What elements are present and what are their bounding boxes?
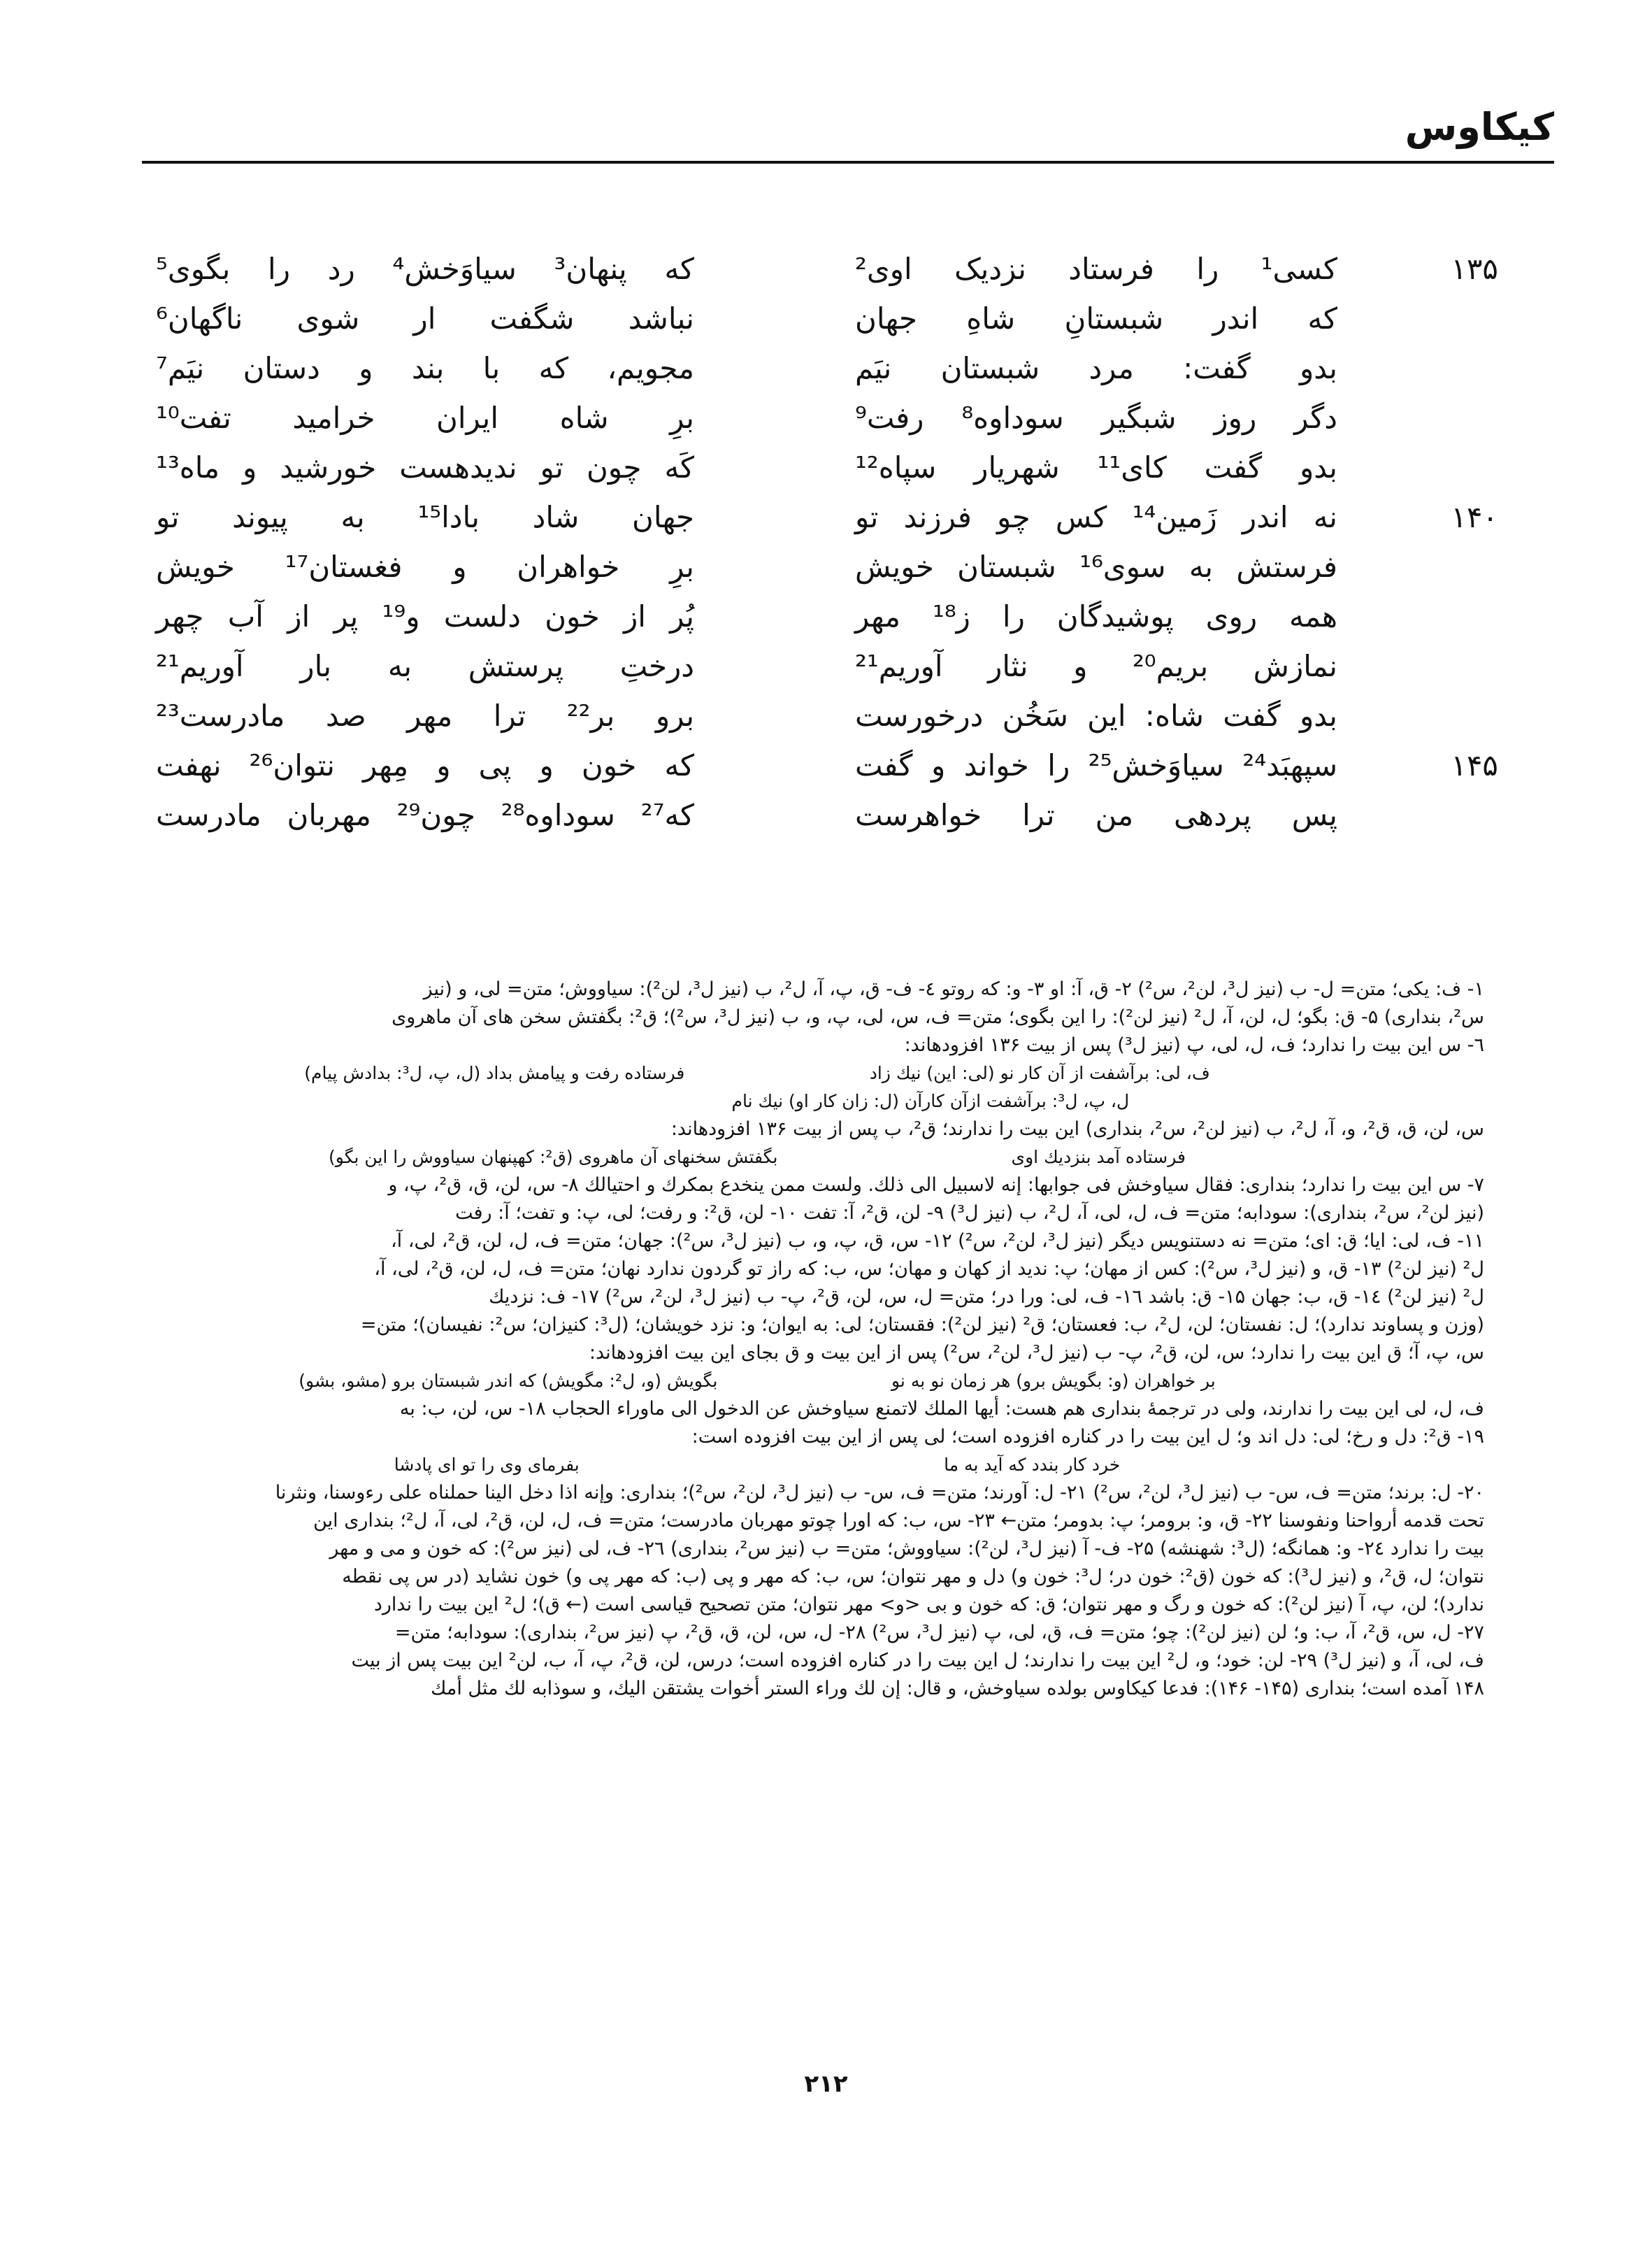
variant-hemistich-right: بر خواهران (و: بگویش برو) هر زمان نو به نو: [891, 1371, 1216, 1391]
variant-verse: [170, 1367, 1484, 1395]
footnote-line: تحت قدمه أرواحنا ونفوسنا ۲۲- ق، و: برومر؛ پ: بدومر؛ متن← ۲۳- س، ب: که اورا چوتو مهربان مادرست؛ متن= ف، ل، لن، ق²، لی، آ، ل²؛ بنداری این: [313, 1510, 1484, 1531]
first-hemistich: که اندر شبستانِ شاهِ جهان: [855, 301, 1337, 336]
verse-number: ۱۴۵: [1451, 748, 1498, 783]
footnote-line: ۱۱- ف، لی: ایا؛ ق: ای؛ متن= نه دستنویس دیگر (نیز ل³، لن²، س²) ۱۲- س، ق، پ، و، ب (نیز ل³، س²): جهان؛ متن= ف، ل، لن، ق²، لی، آ،: [390, 1230, 1484, 1252]
first-hemistich: فرستش به سوی¹⁶ شبستان خویش: [855, 550, 1337, 584]
variant-verse: [170, 1451, 1484, 1479]
first-hemistich: سپهبَد²⁴ سیاوَخش²⁵ را خواند و گفت: [855, 748, 1338, 783]
variant-hemistich-right: فرستاده آمد بنزدیك اوی: [1011, 1147, 1186, 1167]
footnote-line: ندارد)؛ لن، پ، آ (نیز لن²): که خون و رگ و مهر نتوان؛ ق: که خون و بی <و> مهر نتوان؛ متن تصحیح قیاسی است (← ق)؛ ل² این بیت را ندارد: [373, 1594, 1484, 1615]
couplet: [156, 699, 1498, 748]
footnote-line: س، پ، آ؛ ق این بیت را ندارد؛ س، لن، ق²، پ- ب (نیز ل³، لن²، س²) پس از این بیت و ق بجای این بیت افزودهاند:: [589, 1342, 1484, 1364]
footnote-line: ف، لی، آ، و (نیز ل³) ۲۹- لن: خود؛ و، ل² این بیت را ندارند؛ ل این بیت را در کناره افزوده است؛ درس، لن، ق²، پ، آ، ب، لن² این بیت پس از بیت: [351, 1650, 1484, 1671]
critical-apparatus: [170, 976, 1484, 1703]
footnote-line: (وزن و پساوند ندارد)؛ ل: نفستان؛ لن، ل²، ب: فعستان؛ ق² (نیز لن²): فقستان؛ لی: به ایوان؛ و: نزد خویشان؛ (ل³: کنیزان؛ س²: نفیسان)؛ متن=: [360, 1314, 1484, 1336]
footnote-line: ف، ل، لی این بیت را ندارند، ولی در ترجمهٔ بنداری هم هست: أیها الملك لاتمنع سیاوخش عن الدخول الی ماوراء الحجاب ۱۸- س، لن، ب: به: [399, 1398, 1484, 1420]
variant-hemistich-left: فرستاده رفت و پیامش بداد (ل، پ، ل³: بدادش پیام): [304, 1063, 685, 1083]
verse-number: ۱۳۵: [1451, 252, 1498, 286]
page-number: ۲۱۲: [804, 2070, 848, 2098]
second-hemistich: که²⁷ سوداوه²⁸ چون²⁹ مهربان مادرست: [156, 798, 694, 832]
second-hemistich: که خون و پی و مِهر نتوان²⁶ نهفت: [156, 748, 695, 783]
first-hemistich: دگر روز شبگیر سوداوه⁸ رفت⁹: [855, 401, 1337, 435]
variant-verse: [170, 1087, 1484, 1115]
couplet: [156, 301, 1498, 351]
footnote-line: ۱- ف: یکی؛ متن= ل- ب (نیز ل³، لن²، س²) ۲- ق، آ: او ۳- و: که روتو ٤- ف- ق، پ، آ، ل²، ب (نیز ل³، لن²): سیاووش؛ متن= لی، و (نیز: [423, 978, 1484, 1000]
second-hemistich: که پنهان³ سیاوَخش⁴ رد را بگوی⁵: [156, 252, 694, 286]
couplet: [156, 550, 1498, 599]
second-hemistich: برِ شاه ایران خرامید تفت¹⁰: [156, 401, 694, 435]
first-hemistich: بدو گفت شاه: این سَخُن درخورست: [855, 699, 1337, 733]
verse-number: ۱۴۰: [1451, 500, 1498, 534]
footnote-line: بیت را ندارد ۲٤- و: همانگه؛ (ل³: شهنشه) ۲۵- ف- آ (نیز ل³، لن²): سیاووش؛ متن= ب (نیز س²، بنداری) ۲٦- ف، لی (نیز س²): که خون و می و مهر: [329, 1538, 1484, 1559]
couplet: [156, 599, 1498, 649]
second-hemistich: جهان شاد بادا¹⁵ به پیوند تو: [156, 500, 694, 534]
second-hemistich: برو بر²² ترا مهر صد مادرست²³: [156, 699, 695, 733]
couplet: [156, 649, 1498, 699]
footnote-line: س²، بنداری) ۵- ق: بگو؛ ل، لن، آ، ل² (نیز لن²): را این بگوی؛ متن= ف، س، لی، پ، و، ب (نیز ل³، س²)؛ ق²: بگفتش سخن های آن ماهروی: [392, 1006, 1484, 1028]
second-hemistich: پُر از خون دلست و¹⁹ پر از آب چهر: [156, 599, 695, 634]
footnote-line: ٦- س این بیت را ندارد؛ ف، ل، لی، پ (نیز ل³) پس از بیت ۱۳۶ افزودهاند:: [904, 1034, 1484, 1056]
variant-hemistich-right: ل، پ، ل³: برآشفت ازآن کارآن (ل: زان کار او) نیك نام: [731, 1091, 1130, 1111]
variant-hemistich-left: بفرمای وی را تو ای پادشا: [394, 1455, 580, 1475]
first-hemistich: بدو گفت کای¹¹ شهریار سپاه¹²: [855, 450, 1337, 485]
variant-hemistich-right: خرد کار بندد که آید به ما: [944, 1455, 1121, 1475]
second-hemistich: کَه چون تو ندیدهست خورشید و ماه¹³: [156, 450, 694, 485]
variant-verse: [170, 1143, 1484, 1171]
footnote-line: ل² (نیز لن²) ۱۳- ق، و (نیز ل³، س²): کس از مهان؛ پ: ندید از کهان و مهان؛ س، ب: که راز تو گردون ندارد نهان؛ متن= ف، ل، لن، ق²، لی، آ،: [374, 1258, 1484, 1280]
couplet: [156, 252, 1498, 301]
first-hemistich: بدو گفت: مرد شبستان نیَم: [855, 351, 1337, 385]
verse-block: [156, 252, 1498, 848]
footnote-line: نتوان؛ ل، ق²، و (نیز ل³): که خون (ق²: خون در؛ ل³: خون و) دل و مهر نتوان؛ س، ب: که مهر و پی (ب: که مهر پی و) خون نشاید (در س پی نقطه: [342, 1566, 1484, 1587]
footnote-line: س، لن، ق، ق²، و، آ، ل²، ب (نیز لن²، س²، بنداری) این بیت را ندارند؛ ق²، ب پس از بیت ۱۳۶ افزودهاند:: [670, 1118, 1484, 1140]
first-hemistich: پس پردهی من ترا خواهرست: [855, 798, 1337, 832]
couplet: [156, 500, 1498, 550]
second-hemistich: برِ خواهران و فغستان¹⁷ خویش: [156, 550, 694, 584]
footnote-line: ۲۰- ل: برند؛ متن= ف، س- ب (نیز ل³، لن²، س²) ۲۱- ل: آورند؛ متن= ف، س- ب (نیز ل³، لن²، س²)؛ بنداری: وإنه اذا دخل الینا حملناه علی رءوسنا، ونثرنا: [275, 1482, 1484, 1504]
chapter-title: کیکاوس: [1405, 105, 1554, 149]
footnote-line: (نیز لن²، س²، بنداری): سودابه؛ متن= ف، ل، لی، آ، ل²، ب (نیز ل³) ۹- لن، ق²، آ: تفت ۱۰- لن، ق²: و رفت؛ لی، پ: و تفت؛ آ: رفت: [455, 1202, 1484, 1224]
variant-hemistich-left: بگفتش سخنهای آن ماهروی (ق²: کهپنهان سیاووش را این بگو): [329, 1147, 778, 1167]
first-hemistich: نمازش بریم²⁰ و نثار آوریم²¹: [855, 649, 1337, 683]
couplet: [156, 401, 1498, 450]
second-hemistich: نباشد شگفت ار شوی ناگهان⁶: [156, 301, 694, 336]
variant-hemistich-right: ف، لی: برآشفت از آن کار نو (لی: این) نیك زاد: [869, 1063, 1210, 1083]
footnote-line: ل² (نیز لن²) ١٤- ق، ب: جهان ١۵- ق: باشد ١٦- ف، لی: ورا در؛ متن= ل، س، لن، ق²، پ- ب (نیز ل³، لن²، س²) ۱۷- ف: نزدیك: [489, 1286, 1484, 1308]
footnote-line: ۲۷- ل، س، ق²، آ، ب: و؛ لن (نیز لن²): چو؛ متن= ف، ق، لی، پ (نیز ل³، س²) ۲۸- ل، س، لن، ق، ق²، پ (نیز س²، بنداری): سودابه؛ متن=: [394, 1622, 1484, 1643]
couplet: [156, 748, 1498, 798]
couplet: [156, 798, 1498, 848]
couplet: [156, 450, 1498, 500]
second-hemistich: درختِ پرستش به بار آوریم²¹: [156, 649, 694, 683]
footnote-line: ۷- س این بیت را ندارد؛ بنداری: فقال سیاوخش فی جوابها: إنه لاسبیل الی ذلك. ولست ممن ینخدع بمکرك و احتیالك ۸- س، لن، ق، ق²، پ، و: [388, 1174, 1484, 1196]
first-hemistich: کسی¹ را فرستاد نزدیک اوی²: [855, 252, 1337, 286]
variant-hemistich-left: بگویش (و، ل²: مگویش) که اندر شبستان برو (مشو، بشو): [299, 1371, 718, 1391]
first-hemistich: همه روی پوشیدگان را ز¹⁸ مهر: [855, 599, 1337, 634]
footnote-line: ۱۹- ق²: دل و رخ؛ لی: دل اند و؛ ل این بیت را در کناره افزوده است؛ لی پس از این بیت افزوده است:: [691, 1426, 1484, 1448]
couplet: [156, 351, 1498, 401]
variant-verse: [170, 1059, 1484, 1087]
second-hemistich: مجویم، که با بند و دستان نیَم⁷: [156, 351, 694, 385]
running-header: [142, 105, 1554, 164]
first-hemistich: نه اندر زَمین¹⁴ کس چو فرزند تو: [855, 500, 1337, 534]
footnote-line: ۱۴۸ آمده است؛ بنداری (۱۴۵- ۱۴۶): فدعا کیکاوس بولده سیاوخش، و قال: إن لك وراء الستر أخوات یشتقن الیك، و سوذابه لك مثل أمك: [431, 1678, 1484, 1699]
